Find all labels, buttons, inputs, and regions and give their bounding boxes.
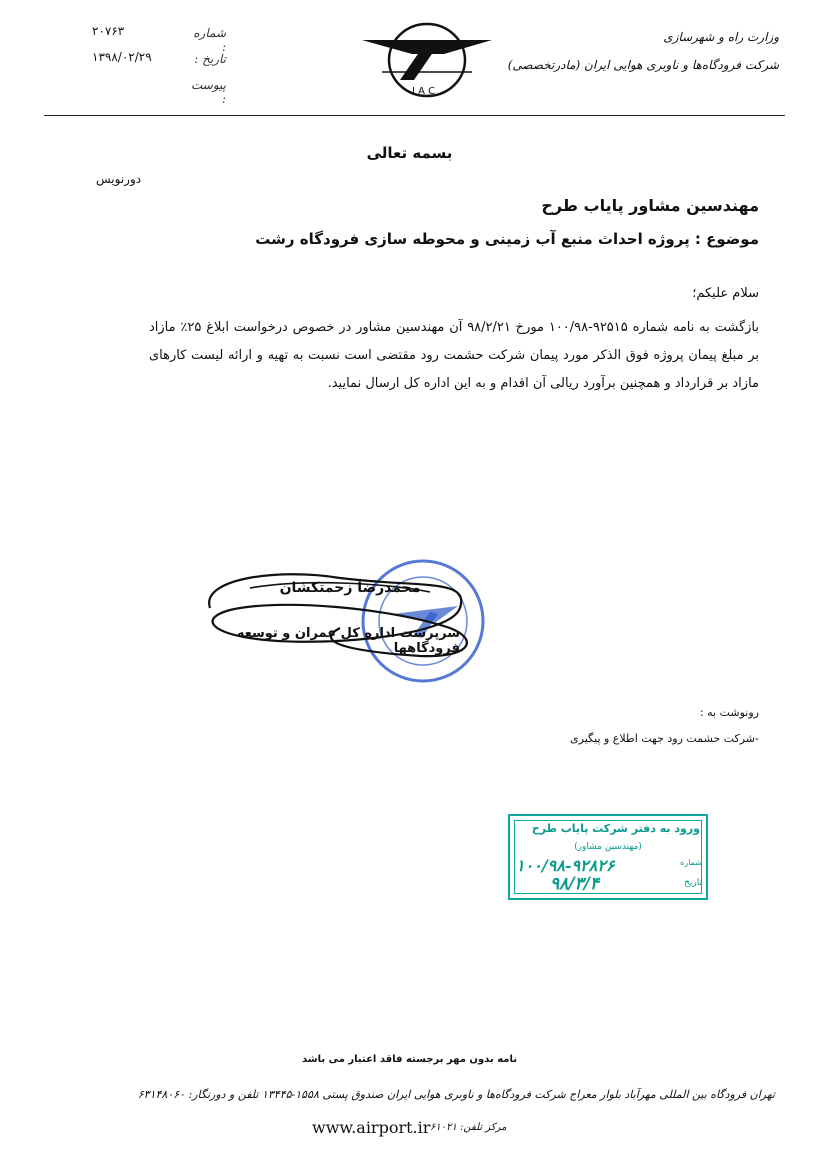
draft-label: دورنویس — [96, 172, 142, 186]
recipient: مهندسین مشاور پایاب طرح — [541, 196, 759, 215]
footer-website: www.airport.ir — [312, 1118, 431, 1137]
company-name: شرکت فرودگاه‌ها و ناوبری هوایی ایران (مادرتخصصی) — [507, 58, 779, 72]
handwritten-signature — [190, 548, 500, 698]
footer-phone-center: مرکز تلفن: ۶۱۰۲۱ — [430, 1122, 507, 1133]
receipt-title: ورود به دفتر شرکت پایاب طرح — [531, 822, 700, 835]
company-logo — [352, 18, 502, 100]
cc-item: -شرکت حشمت رود جهت اطلاع و پیگیری — [570, 732, 759, 745]
letter-number: ۲۰۷۶۳ — [92, 24, 125, 38]
signer-title: سرپرست اداره کل عمران و توسعه فرودگاهها — [236, 626, 460, 656]
cc-label: رونوشت به : — [699, 706, 759, 719]
footer-note: نامه بدون مهر برجسته فاقد اعتبار می باشد — [302, 1054, 517, 1065]
receipt-number-label: شماره — [680, 858, 702, 867]
number-label: شماره : — [193, 26, 226, 54]
letter-date: ۱۳۹۸/۰۲/۲۹ — [92, 50, 152, 64]
ministry-name: وزارت راه و شهرسازی — [663, 30, 779, 44]
attachment-label: پیوست : — [191, 78, 226, 106]
header-divider — [44, 115, 785, 116]
receipt-date-label: تاریخ — [684, 878, 702, 888]
receipt-subtitle: (مهندسین مشاور) — [574, 842, 642, 852]
subject-line: موضوع : پروژه احداث منبع آب زمینی و محوطه سازی فرودگاه رشت — [255, 230, 759, 248]
letter-body: بازگشت به نامه شماره ۹۲۵۱۵-۱۰۰/۹۸ مورخ ۹۸/۲/۲۱ آن مهندسین مشاور در خصوص درخواست ابلاغ ۲۵٪ مازاد بر مبلغ پیمان پروژه فوق الذکر مورد پیمان شرکت حشمت رود مقتضی است نسبت به تهیه و ارائه لیست کارهای مازاد بر قرارداد و همچنین برآورد ریالی آن اقدام و به این اداره کل ارسال نمایید. — [149, 320, 759, 391]
signer-name: محمدرضا زحمتکشان — [279, 580, 421, 596]
receipt-number: ۱۰۰/۹۸-۹۲۸۲۶ — [516, 856, 615, 875]
date-label: تاریخ : — [194, 52, 226, 66]
receipt-stamp — [508, 814, 708, 900]
bismillah: بسمه تعالی — [366, 144, 453, 162]
footer-address: تهران فرودگاه بین المللی مهرآباد بلوار معراج شرکت فرودگاه‌ها و ناوبری هوایی ایران صندوق پستی ۱۵۵۸-۱۳۴۴۵ تلفن و دورنگار: ۶۳۱۴۸۰۶۰ — [137, 1088, 775, 1101]
greeting: سلام علیکم؛ — [692, 286, 759, 301]
logo-letters: I A C — [412, 86, 436, 97]
receipt-date: ۹۸/۳/۴ — [550, 874, 599, 894]
